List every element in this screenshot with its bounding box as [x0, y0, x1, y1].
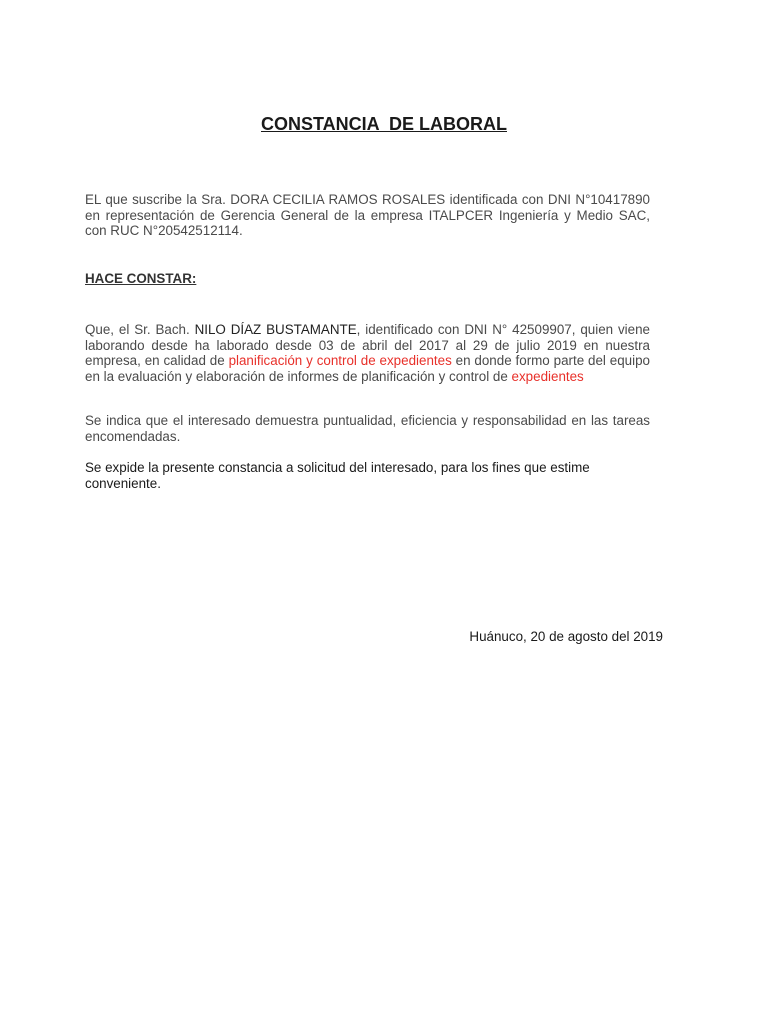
date-line: Huánuco, 20 de agosto del 2019 — [469, 629, 663, 644]
intro-paragraph: EL que suscribe la Sra. DORA CECILIA RAMOS ROSALES identificada con DNI N°10417890 en representación de Gerencia General de la empresa ITALPCER Ingeniería y Medio SAC, con RUC N°20542512114. — [85, 192, 650, 239]
closing-paragraph: Se expide la presente constancia a solicitud del interesado, para los fines que estime conveniente. — [85, 460, 590, 491]
job-role: planificación y control de expedientes — [228, 353, 452, 369]
body-text-part2: , identificado con DNI N° 42509907, quien viene laborando desde ha laborado desde 03 de abril del 2017 al 29 de julio 2019 en nuestra empresa, en calidad de — [85, 322, 650, 369]
body-text-part3: en donde formo parte del equipo en la evaluación y elaboración de informes de planificación y control de — [85, 353, 650, 384]
section-heading: HACE CONSTAR: — [85, 271, 197, 286]
body-text-part1: Que, el Sr. Bach. — [85, 322, 195, 337]
employee-name: NILO DÍAZ BUSTAMANTE — [194, 322, 357, 337]
document-title: CONSTANCIA DE LABORAL — [261, 114, 507, 134]
body-paragraph — [85, 322, 650, 384]
statement-paragraph: Se indica que el interesado demuestra puntualidad, eficiencia y responsabilidad en las tareas encomendadas. — [85, 413, 650, 444]
job-role-end: expedientes — [511, 368, 584, 384]
